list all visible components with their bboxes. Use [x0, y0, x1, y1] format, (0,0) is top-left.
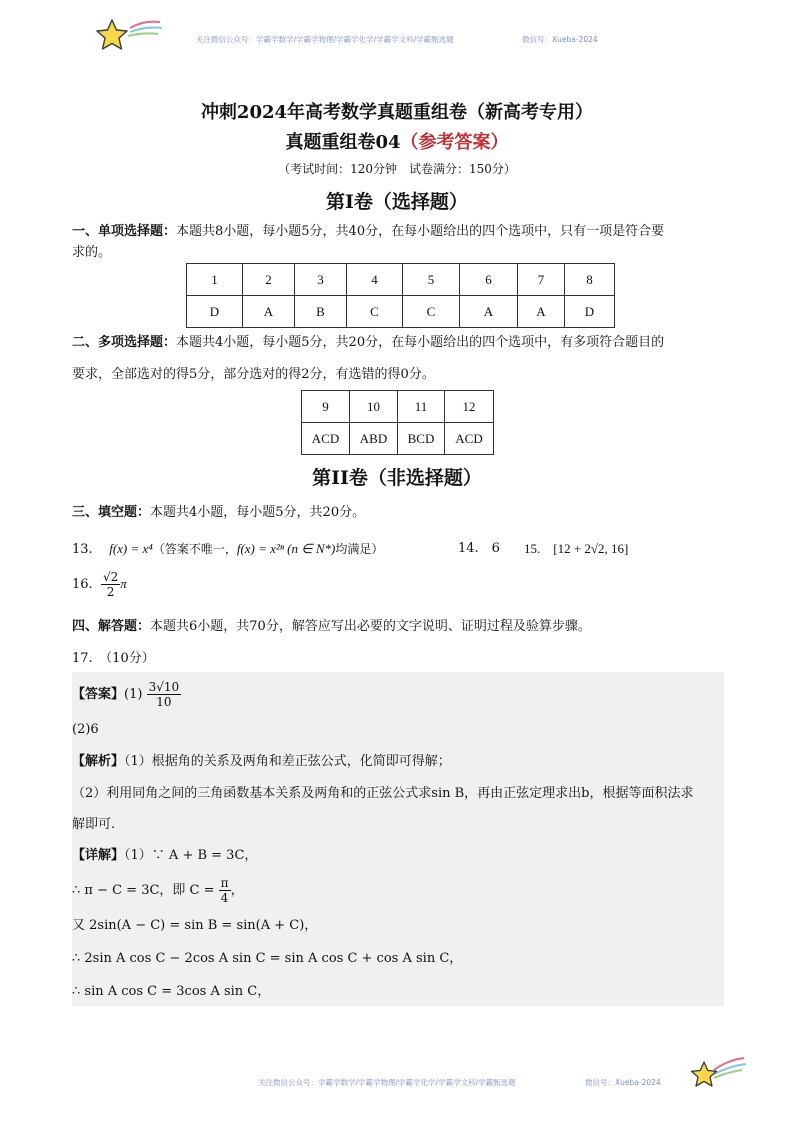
table-row	[187, 264, 615, 296]
answer-1-prefix: (1)	[124, 687, 143, 702]
answer-1-fraction	[147, 680, 182, 709]
table-row	[187, 296, 615, 328]
question-number-cell: 6	[460, 264, 518, 296]
detail-label: 【详解】	[72, 848, 125, 863]
multi-choice-answer-table	[301, 390, 494, 455]
detail-fraction	[219, 876, 231, 905]
question-number-cell: 11	[398, 391, 445, 423]
question-number-cell: 12	[445, 391, 494, 423]
question-number-cell: 7	[518, 264, 565, 296]
q15-answer: 15. [12 + 2√2, 16]	[524, 541, 629, 556]
answer-cell: ABD	[350, 423, 398, 455]
answer-13-15	[72, 539, 383, 560]
detail-line-3: 又 2sin(A − C) = sin B = sin(A + C)，	[72, 918, 318, 933]
answer-cell: C	[347, 296, 403, 328]
q17-heading: 17. （10分）	[72, 651, 155, 666]
detail-line-2	[72, 876, 244, 905]
detail-text-2: ∴ π − C = 3C，即 C =	[72, 883, 215, 898]
answer-1-numerator: 3√10	[148, 680, 180, 694]
answer-cell: ACD	[302, 423, 350, 455]
q13-formula-1: f(x) = x⁴	[109, 541, 153, 556]
q16-numerator: √2	[102, 570, 119, 584]
part2-title: 第II卷（非选择题）	[312, 467, 482, 489]
detail-text-1: （1）∵ A + B = 3C，	[124, 848, 258, 863]
answer-cell: A	[518, 296, 565, 328]
fill-blank-desc-text: 本题共4小题，每小题5分，共20分。	[150, 505, 366, 520]
exam-info: （考试时间：120分钟 试卷满分：150分）	[278, 162, 516, 176]
table-row	[302, 391, 494, 423]
q16-pi: π	[120, 576, 127, 591]
answer-cell: C	[403, 296, 460, 328]
star-logo-icon	[92, 14, 164, 58]
analysis-label: 【解析】	[72, 754, 125, 769]
answer-cell: D	[187, 296, 243, 328]
q17-answer-2: (2)6	[72, 722, 99, 737]
table-row	[302, 423, 494, 455]
single-choice-heading: 一、单项选择题：	[72, 224, 177, 239]
single-choice-answer-table	[186, 263, 615, 328]
multi-choice-heading: 二、多项选择题：	[72, 335, 177, 350]
q16-answer	[72, 570, 127, 599]
question-number-cell: 10	[350, 391, 398, 423]
analysis-line-1	[72, 752, 451, 772]
solve-desc	[72, 617, 591, 637]
answer-cell: B	[295, 296, 347, 328]
question-number-cell: 3	[295, 264, 347, 296]
fill-blank-heading: 三、填空题：	[72, 505, 151, 520]
q16-denominator: 2	[106, 585, 115, 599]
detail-line-1	[72, 846, 257, 866]
answer-label: 【答案】	[72, 687, 125, 702]
q13-note-1: （答案不唯一，	[152, 542, 237, 556]
answer-cell: BCD	[398, 423, 445, 455]
q13-formula-2: f(x) = x²ⁿ (n ∈ N*)	[236, 541, 336, 556]
single-choice-desc	[72, 222, 664, 242]
q16-fraction	[101, 570, 120, 599]
question-number-cell: 5	[403, 264, 460, 296]
part1-title: 第I卷（选择题）	[326, 191, 468, 213]
detail-comma: ，	[230, 883, 244, 898]
answer-1-denominator: 10	[156, 695, 172, 709]
multi-choice-desc-2: 要求，全部选对的得5分，部分选对的得2分，有选错的得0分。	[72, 367, 435, 382]
footer-star-logo-icon	[688, 1054, 748, 1094]
solve-desc-text: 本题共6小题，共70分，解答应写出必要的文字说明、证明过程及验算步骤。	[150, 619, 591, 634]
analysis-text-1: （1）根据角的关系及两角和差正弦公式，化简即可得解；	[124, 754, 451, 769]
question-number-cell: 8	[565, 264, 615, 296]
detail-line-5: ∴ sin A cos C = 3cos A sin C，	[72, 984, 271, 999]
answer-cell: ACD	[445, 423, 494, 455]
q14-answer: 14. 6	[458, 541, 500, 556]
subtitle-answer-label: （参考答案）	[400, 132, 509, 153]
detail-numerator: π	[220, 876, 229, 890]
detail-line-4: ∴ 2sin A cos C − 2cos A sin C = sin A cos C + cos A sin C，	[72, 951, 463, 966]
header-text: 关注微信公众号：学霸学数学/学霸学物理/学霸学化学/学霸学文科/学霸甄选题	[196, 35, 454, 44]
q13-note-2: 均满足）	[335, 542, 384, 556]
q13-number: 13.	[72, 542, 93, 557]
question-number-cell: 9	[302, 391, 350, 423]
page-title: 冲刺2024年高考数学真题重组卷（新高考专用）	[200, 102, 594, 123]
detail-denominator: 4	[220, 891, 229, 905]
question-number-cell: 1	[187, 264, 243, 296]
solve-heading: 四、解答题：	[72, 619, 151, 634]
q16-number: 16.	[72, 577, 93, 592]
footer-wechat: 微信号：Xueba-2024	[585, 1078, 661, 1087]
multi-choice-desc-text: 本题共4小题，每小题5分，共20分，在每小题给出的四个选项中，有多项符合题目的	[176, 335, 665, 350]
answer-cell: A	[460, 296, 518, 328]
multi-choice-desc	[72, 333, 664, 353]
question-number-cell: 4	[347, 264, 403, 296]
answer-cell: D	[565, 296, 615, 328]
page-subtitle	[0, 128, 794, 154]
fill-blank-desc	[72, 503, 365, 523]
subtitle-main: 真题重组卷04	[285, 132, 401, 153]
single-choice-desc-2: 求的。	[72, 245, 112, 260]
q17-answer	[72, 680, 181, 709]
footer-text: 关注微信公众号：学霸学数学/学霸学物理/学霸学化学/学霸学文科/学霸甄选题	[258, 1078, 516, 1087]
analysis-line-3: 解即可.	[72, 817, 116, 832]
question-number-cell: 2	[243, 264, 295, 296]
analysis-line-2: （2）利用同角之间的三角函数基本关系及两角和的正弦公式求sin B，再由正弦定理求出b，根据等面积法求	[72, 786, 694, 801]
single-choice-desc-text: 本题共8小题，每小题5分，共40分，在每小题给出的四个选项中，只有一项是符合要	[176, 224, 665, 239]
header-wechat: 微信号：Xueba-2024	[522, 35, 598, 44]
answer-cell: A	[243, 296, 295, 328]
